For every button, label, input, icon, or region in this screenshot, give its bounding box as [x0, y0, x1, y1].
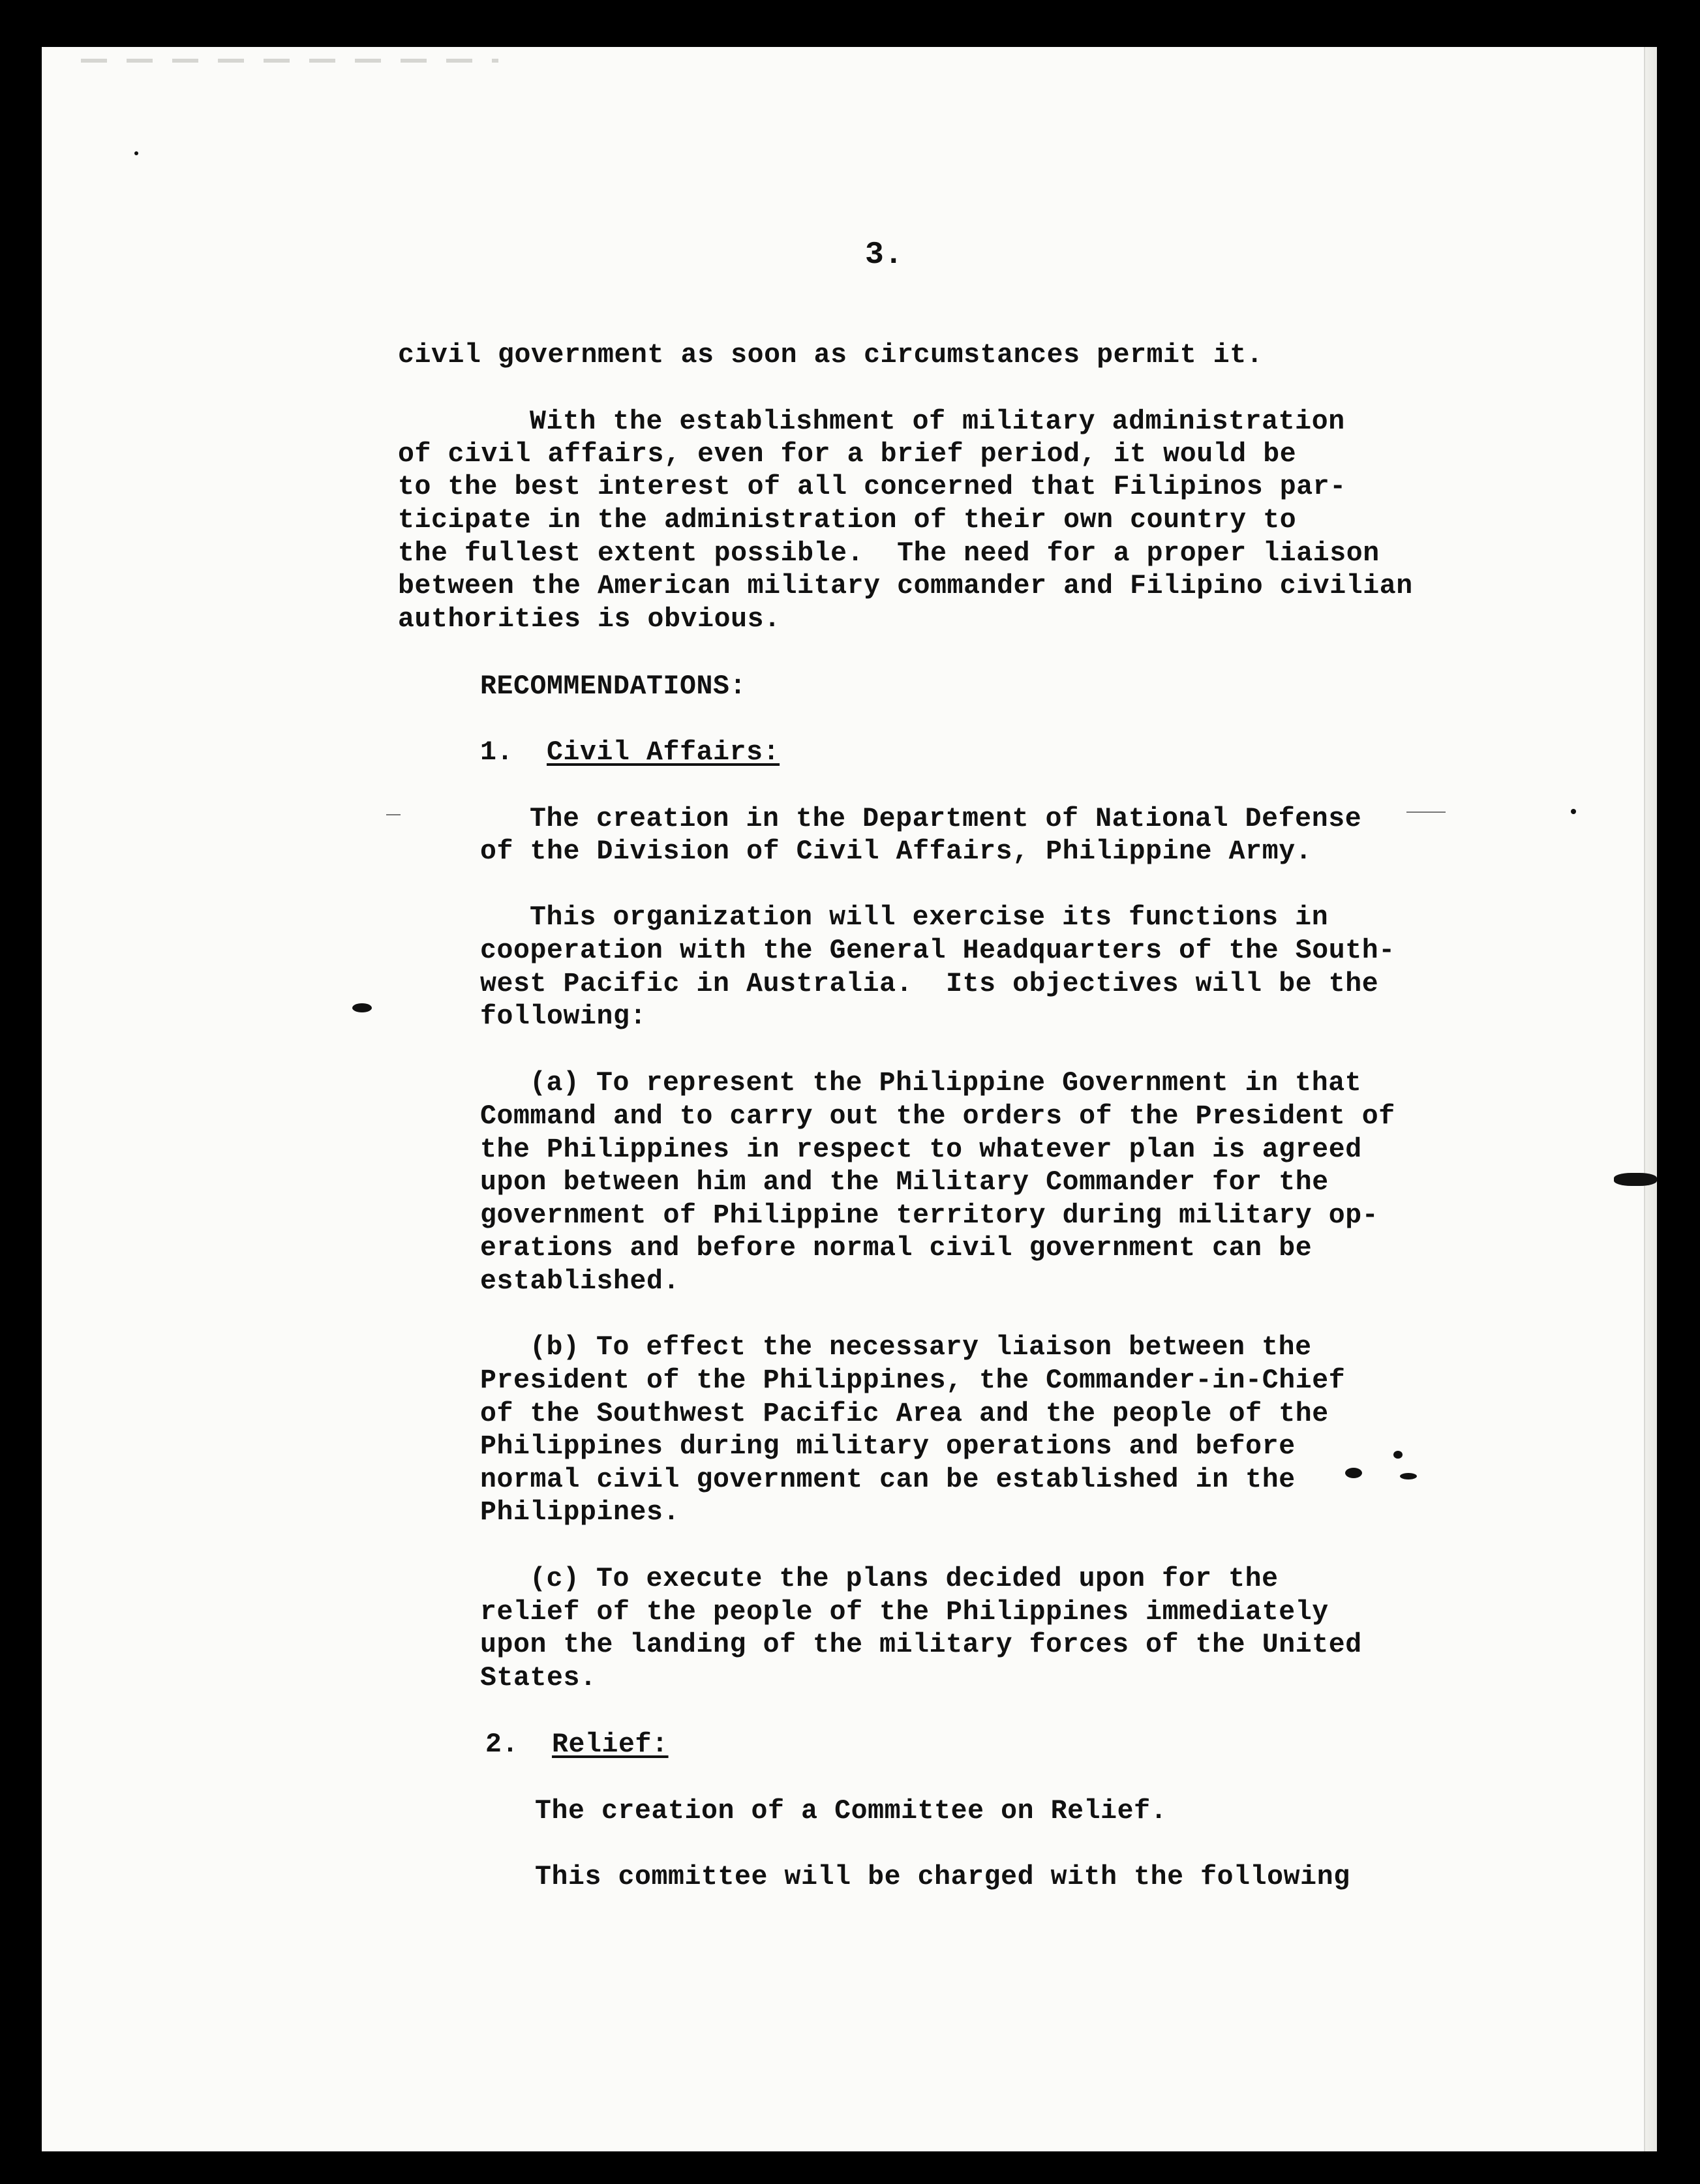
text-line: (c) To execute the plans decided upon for the: [530, 1564, 1279, 1594]
document-page: [42, 47, 1657, 2151]
text-line: to the best interest of all concerned that Filipinos par-: [398, 472, 1346, 502]
text-line: The creation of a Committee on Relief.: [535, 1796, 1168, 1827]
ink-blot: [1345, 1468, 1362, 1478]
text-line: erations and before normal civil government can be: [480, 1233, 1313, 1264]
text-line: normal civil government can be established in the: [480, 1464, 1296, 1495]
ink-blot: [1400, 1473, 1417, 1479]
text-line: upon the landing of the military forces of the United: [480, 1630, 1362, 1660]
page-number: 3.: [865, 237, 903, 273]
text-line: between the American military commander and Filipino civilian: [398, 571, 1413, 601]
section-title: Relief:: [552, 1729, 669, 1760]
text-line: With the establishment of military administration: [530, 406, 1345, 437]
text-line: President of the Philippines, the Commander-in-Chief: [480, 1365, 1346, 1396]
text-line: States.: [480, 1663, 597, 1693]
section-title: Civil Affairs:: [547, 737, 780, 768]
text-line: This committee will be charged with the following: [535, 1862, 1350, 1892]
ink-blot: [1393, 1451, 1403, 1459]
text-line: upon between him and the Military Commander for the: [480, 1167, 1329, 1198]
text-line: The creation in the Department of National Defense: [530, 804, 1362, 834]
section-number: 1.: [480, 737, 514, 768]
text-line: cooperation with the General Headquarters of the South-: [480, 935, 1395, 966]
ink-blot: [1614, 1173, 1657, 1186]
scan-tick: [386, 814, 401, 815]
text-line: of the Southwest Pacific Area and the people of the: [480, 1399, 1329, 1429]
ink-dot: [1571, 809, 1576, 814]
scan-tick: [1406, 811, 1446, 813]
text-line: following:: [480, 1001, 647, 1032]
text-line: Philippines.: [480, 1497, 680, 1528]
text-line: of the Division of Civil Affairs, Philippine Army.: [480, 836, 1313, 867]
section-heading-relief: [485, 1731, 669, 1759]
text-line: west Pacific in Australia. Its objectives will be the: [480, 969, 1379, 999]
text-line: the Philippines in respect to whatever plan is agreed: [480, 1134, 1362, 1165]
text-line: the fullest extent possible. The need for a proper liaison: [398, 538, 1380, 569]
recommendations-heading: RECOMMENDATIONS:: [480, 671, 747, 702]
text-line: Philippines during military operations and before: [480, 1431, 1296, 1462]
text-line: relief of the people of the Philippines immediately: [480, 1597, 1329, 1628]
text-line: This organization will exercise its functions in: [530, 902, 1329, 933]
text-line: ticipate in the administration of their own country to: [398, 505, 1297, 536]
text-line: Command and to carry out the orders of the President of: [480, 1101, 1395, 1132]
text-line: government of Philippine territory during military op-: [480, 1200, 1379, 1231]
section-number: 2.: [485, 1729, 519, 1760]
text-line: (a) To represent the Philippine Government in that: [530, 1068, 1362, 1099]
text-line: (b) To effect the necessary liaison between the: [530, 1332, 1312, 1363]
document-content: [42, 47, 1657, 2151]
text-line: authorities is obvious.: [398, 604, 781, 635]
ink-dot: [134, 151, 138, 155]
text-line: of civil affairs, even for a brief period, it would be: [398, 439, 1297, 470]
text-line: civil government as soon as circumstances permit it.: [398, 340, 1264, 371]
text-line: established.: [480, 1266, 680, 1297]
section-heading-civil-affairs: [480, 739, 780, 766]
ink-blot: [352, 1003, 372, 1012]
